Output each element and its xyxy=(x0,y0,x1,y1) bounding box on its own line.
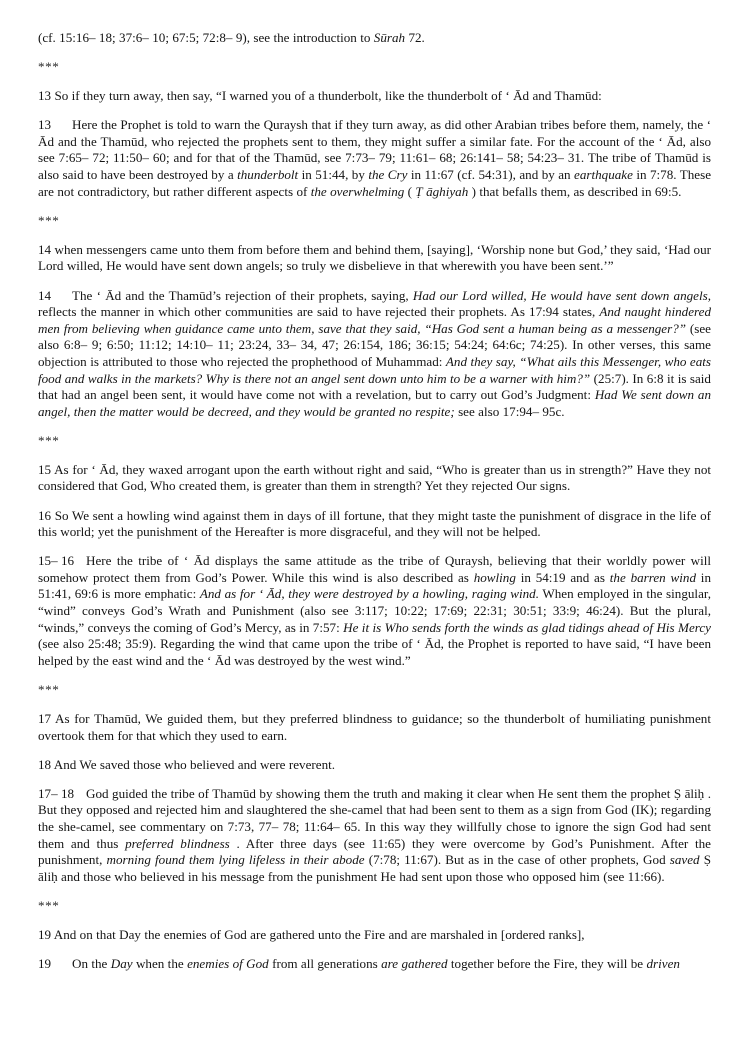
text-run: . After three days (see 11:65) they were overcome by God’s Punishment. After the punishment, xyxy=(38,835,711,868)
text-run: when the xyxy=(132,956,188,972)
text-run: On the xyxy=(72,956,111,972)
verse-17-translation xyxy=(38,711,711,744)
text-run: together before the Fire, they will be xyxy=(447,956,647,972)
italic-run: Ṭ āghiyah xyxy=(415,183,469,199)
commentary-13 xyxy=(38,117,711,200)
verse-18-translation xyxy=(38,757,711,774)
commentary-verse-number: 17– 18 xyxy=(38,785,75,801)
text-run: The ‘ Ād and the Thamūd’s rejection of their prophets, saying, xyxy=(72,287,413,303)
italic-run: Sūrah xyxy=(373,30,406,45)
italic-run: saved xyxy=(669,852,700,868)
section-separator-3: *** xyxy=(38,432,60,448)
section-separator-2: *** xyxy=(38,212,60,228)
text-run: ) that befalls them, as described in 69:5. xyxy=(468,183,682,199)
text-run: 18 And We saved those who believed and were reverent. xyxy=(38,756,336,772)
text-run: Here the tribe of ‘ Ād displays the same attitude as the tribe of Quraysh, believing that their worldly power will somehow protect them from God’s Power. While this wind is also described as xyxy=(38,553,711,585)
italic-run: morning found them lying lifeless in their abode xyxy=(106,852,365,868)
text-run: 17 As for Thamūd, We guided them, but they preferred blindness to guidance; so the thunderbolt of humiliating punishment overtook them for that which they used to earn. xyxy=(38,711,711,743)
italic-run: the Cry xyxy=(368,167,408,183)
italic-run: Day xyxy=(110,956,133,972)
commentary-19 xyxy=(38,956,711,973)
text-column xyxy=(38,30,711,973)
text-run: in 7:78. These are not contradictory, but rather different aspects of xyxy=(38,167,712,199)
italic-run: preferred blindness xyxy=(125,835,230,851)
text-run: (25:7). In 6:8 it is said that had an angel been sent, it would have come not with a revelation, but to carry out God’s Judgment: xyxy=(38,370,711,403)
verse-14-translation xyxy=(38,242,711,275)
verse-19-translation xyxy=(38,927,711,944)
text-run: ( xyxy=(404,183,416,199)
text-run: 72. xyxy=(405,30,425,45)
commentary-15-16 xyxy=(38,553,711,669)
verse-15-translation xyxy=(38,462,711,495)
commentary-verse-number: 19 xyxy=(38,956,52,972)
text-run: in 11:67 (cf. 54:31), and by an xyxy=(407,167,575,183)
text-run: reflects the manner in which other communities are said to have rejected their prophets. As 17:94 states, xyxy=(38,304,600,320)
text-run: 14 when messengers came unto them from before them and behind them, [saying], ‘Worship none but God,’ they said, ‘Had our Lord willed, He would have sent down angels; so truly we disbelieve in that wherewith you have been sent.’” xyxy=(38,241,711,274)
italic-run: Had We sent down an angel, then the matter would be decreed, and they would be granted no respite; xyxy=(38,387,711,419)
italic-run: Had our Lord willed, He would have sent down angels, xyxy=(412,287,711,303)
text-run: 15 As for ‘ Ād, they waxed arrogant upon the earth without right and said, “Who is greater than us in strength?” Have they not considered that God, Who created them, is greater than them in strength? Yet they rejected Our signs. xyxy=(38,461,711,494)
italic-run: He it is Who sends forth the winds as glad tidings ahead of His Mercy xyxy=(343,619,711,635)
intro-paragraph xyxy=(38,30,711,47)
text-run: in 51:41, 69:6 is more emphatic: xyxy=(38,569,711,602)
italic-run: the overwhelming xyxy=(310,183,405,199)
commentary-verse-number: 14 xyxy=(38,287,52,303)
italic-run: the barren wind xyxy=(609,569,696,585)
text-run: see also 17:94– 95c. xyxy=(454,403,565,419)
text-run: 13 So if they turn away, then say, “I warned you of a thunderbolt, like the thunderbolt of ‘ Ād and Thamūd: xyxy=(38,88,602,104)
section-separator-5: *** xyxy=(38,897,60,913)
text-run: 19 And on that Day the enemies of God are gathered unto the Fire and are marshaled in [ordered ranks], xyxy=(38,926,585,942)
verse-13-translation xyxy=(38,88,711,105)
commentary-verse-number: 15– 16 xyxy=(38,553,75,569)
italic-run: earthquake xyxy=(574,167,633,183)
italic-run: driven xyxy=(646,956,680,972)
text-run: in 54:19 and as xyxy=(515,569,610,585)
italic-run: enemies of God xyxy=(187,956,269,972)
commentary-verse-number: 13 xyxy=(38,117,52,133)
text-run: in 51:44, by xyxy=(298,167,369,183)
italic-run: are gathered xyxy=(381,956,448,972)
text-run: When employed in the singular, “wind” conveys God’s Wrath and Punishment (also see 3:117; 10:22; 17:69; 22:31; 30:51; 33:9; 46:24). But the plural, “winds,” conveys the coming of God’s Mercy, as in 7:57: xyxy=(38,586,711,635)
text-run: Ṣ āliḥ and those who believed in his message from the punishment He had sent upon those who opposed him (see 11:66). xyxy=(38,852,711,884)
text-run: (cf. 15:16– 18; 37:6– 10; 67:5; 72:8– 9), see the introduction to xyxy=(38,30,374,45)
italic-run: And naught hindered men from believing when guidance came unto them, save that they said, “Has God sent a human being as a messenger?” xyxy=(38,304,711,336)
italic-run: thunderbolt xyxy=(237,167,299,183)
italic-run: And they say, “What ails this Messenger, who eats food and walks in the markets? Why is there not an angel sent down unto him to be a warner with him?” xyxy=(38,353,711,386)
section-separator-4: *** xyxy=(38,681,60,697)
section-separator-1: *** xyxy=(38,59,60,75)
text-run: Here the Prophet is told to warn the Quraysh that if they turn away, as did other Arabian tribes before them, namely, the ‘ Ād and the Thamūd, who rejected the prophets sent to them, they might suffer a similar fate. For the account of the ‘ Ād, also see 7:65– 72; 11:50– 60; and for that of the Thamūd, see 7:73– 79; 11:61– 68; 26:141– 58; 54:23– 31. The tribe of Thamūd is also said to have been destroyed by a xyxy=(38,117,711,183)
text-run: from all generations xyxy=(268,956,382,972)
commentary-14 xyxy=(38,288,711,421)
commentary-17-18 xyxy=(38,786,711,886)
text-run: God guided the tribe of Thamūd by showing them the truth and making it clear when He sent them the prophet Ṣ āliḥ . But they opposed and rejected him and slaughtered the she-camel that had been sent to them as a sign from God (IK); regarding the she-camel, see commentary on 7:73, 77– 78; 11:64– 65. In this way they willfully chose to ignore the sign God had sent them and thus xyxy=(38,785,711,851)
text-run: (see also 25:48; 35:9). Regarding the wind that came upon the tribe of ‘ Ād, the Prophet is reported to have said, “I have been helped by the east wind and the ‘ Ād was destroyed by the west wind.” xyxy=(38,636,711,668)
text-run: 16 So We sent a howling wind against them in days of ill fortune, that they might taste the punishment of disgrace in the life of this world; yet the punishment of the Hereafter is more disgraceful, and they will not be helped. xyxy=(38,507,711,540)
text-run: (see also 6:8– 9; 6:50; 11:12; 14:10– 11; 23:24, 33– 34, 47; 26:154, 186; 36:15; 54:24; 64:6c; 74:25). In other verses, this same objection is attributed to those who rejected the prophethood of Muhammad: xyxy=(38,320,711,369)
text-run: (7:78; 11:67). But as in the case of other prophets, God xyxy=(364,852,670,868)
italic-run: And as for ‘ Ād, they were destroyed by a howling, raging wind. xyxy=(199,586,539,602)
italic-run: howling xyxy=(473,569,516,585)
verse-16-translation xyxy=(38,508,711,541)
